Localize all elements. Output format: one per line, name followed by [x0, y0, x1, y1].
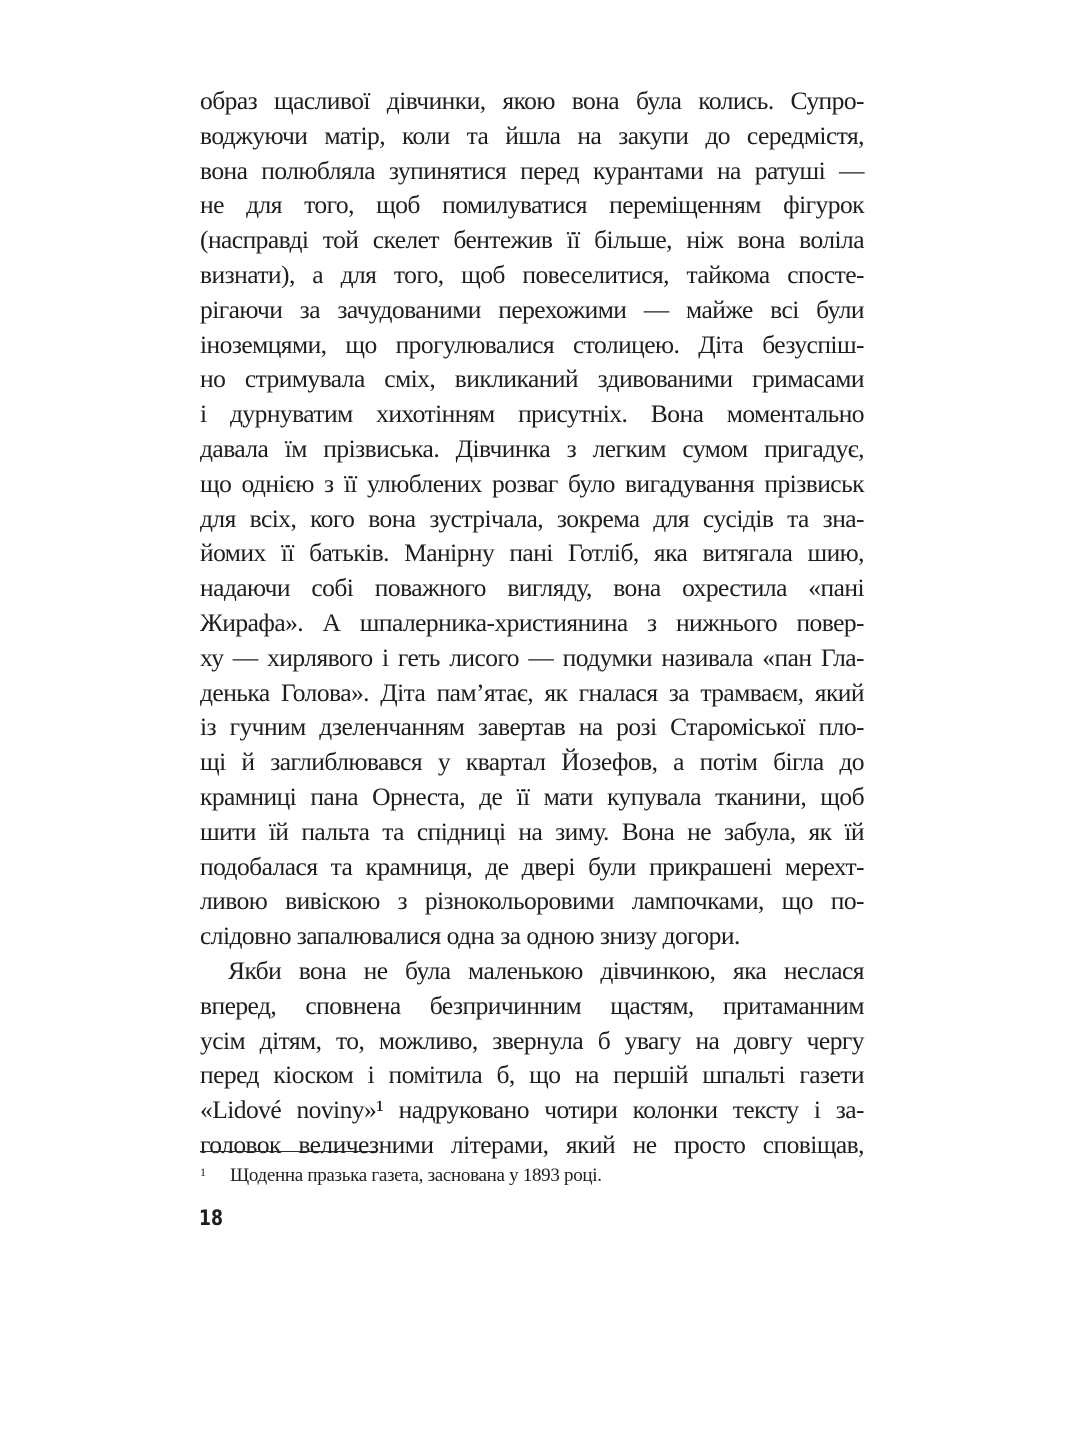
text-line: надаючи собі поважного вигляду, вона охрестила «пані: [200, 573, 864, 603]
text-line-paragraph-end: слідовно запалювалися одна за одною знизу догори.: [200, 921, 740, 951]
text-line: подобалася та крамниця, де двері були прикрашені мерехт-: [200, 851, 864, 881]
text-line: вперед, сповнена безпричинним щастям, притаманним: [200, 990, 864, 1020]
text-line: Жирафа». А шпалерника-християнина з нижнього повер-: [200, 607, 864, 637]
text-line: но стримувала сміх, викликаний здивованими гримасами: [200, 364, 864, 394]
text-line: ливою вивіскою з різнокольоровими лампочками, що по-: [200, 886, 864, 916]
page-number: 18: [199, 1206, 223, 1230]
text-line: і дурнуватим хихотінням присутніх. Вона моментально: [200, 399, 864, 429]
text-line: що однією з її улюблених розваг було вигадування прізвиськ: [200, 468, 864, 498]
text-line: із гучним дзеленчанням завертав на розі Староміської пло-: [200, 712, 864, 742]
text-line: для всіх, кого вона зустрічала, зокрема для сусідів та зна-: [200, 503, 864, 533]
text-line: крамниці пана Орнеста, де її мати купувала тканини, щоб: [200, 781, 864, 811]
text-line: не для того, щоб помилуватися переміщенням фігурок: [200, 190, 864, 220]
text-line: головок величезними літерами, який не просто сповіщав,: [200, 1129, 864, 1159]
footnote-text: Щоденна празька газета, заснована у 1893 році.: [230, 1165, 602, 1186]
text-line: йомих її батьків. Манірну пані Готліб, яка витягала шию,: [200, 538, 864, 568]
text-line: ху — хирлявого і геть лисого — подумки називала «пан Гла-: [200, 642, 864, 672]
text-line: шити їй пальта та спідниці на зиму. Вона не забула, як їй: [200, 816, 864, 846]
text-line: образ щасливої дівчинки, якою вона була колись. Супро-: [200, 86, 864, 115]
text-line: іноземцями, що прогулювалися столицею. Діта безуспіш-: [200, 329, 864, 359]
text-line-paragraph-start: Якби вона не була маленькою дівчинкою, яка неслася: [228, 955, 864, 985]
text-line: денька Голова». Діта пам’ятає, як гналася за трамваєм, який: [200, 677, 864, 707]
footnote: [200, 1163, 864, 1189]
text-line: давала їм прізвиська. Дівчинка з легким сумом пригадує,: [200, 433, 864, 463]
text-line: визнати), а для того, щоб повеселитися, тайкома спосте-: [200, 259, 864, 289]
text-line: (насправді той скелет бентежив її більше, ніж вона воліла: [200, 225, 864, 255]
text-line: воджуючи матір, коли та йшла на закупи до середмістя,: [200, 120, 864, 150]
footnote-divider: [200, 1151, 376, 1152]
text-line: вона полюбляла зупинятися перед курантами на ратуші —: [200, 155, 864, 185]
text-line: рігаючи за зачудованими перехожими — майже всі були: [200, 294, 864, 324]
text-line: «Lidové noviny»¹ надруковано чотири колонки тексту і за-: [200, 1095, 864, 1125]
text-line: щі й заглиблювався у квартал Йозефов, а потім бігла до: [200, 747, 864, 777]
text-line: перед кіоском і помітила б, що на першій шпальті газети: [200, 1060, 864, 1090]
text-line: усім дітям, то, можливо, звернула б увагу на довгу чергу: [200, 1025, 864, 1055]
footnote-marker: 1: [200, 1165, 206, 1179]
body-text: [200, 84, 864, 1163]
